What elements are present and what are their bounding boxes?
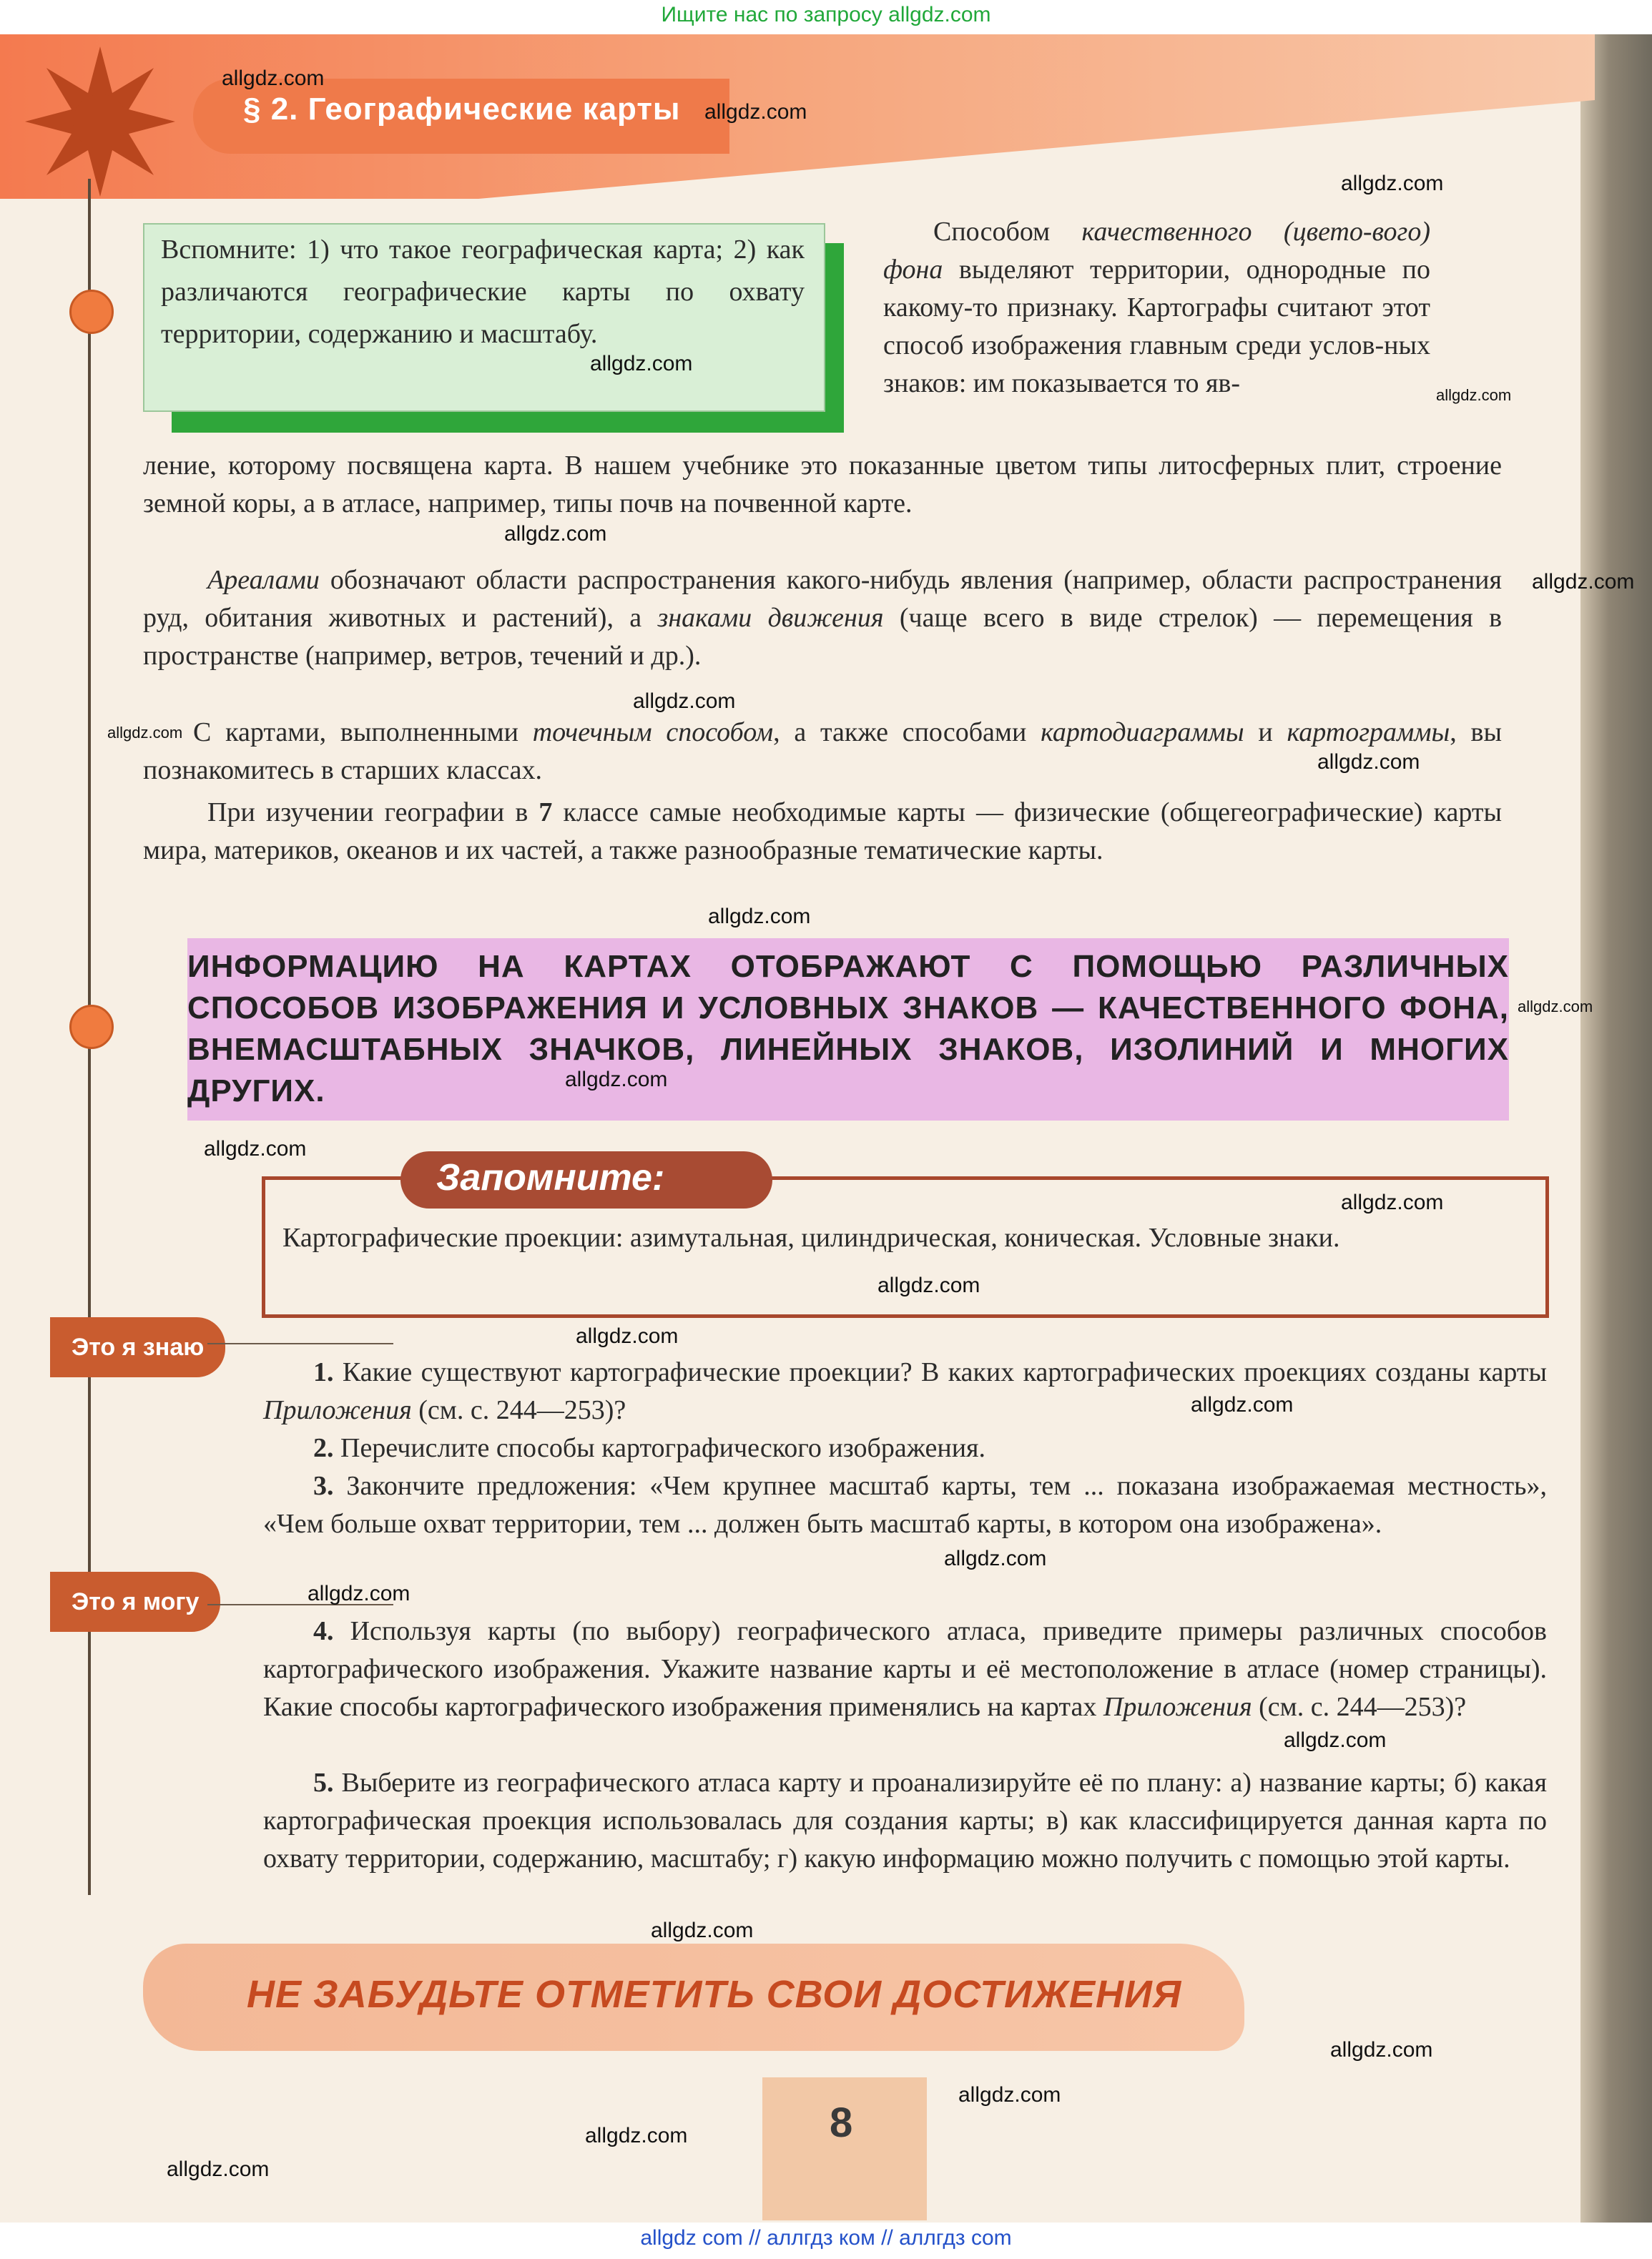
paragraph-dot-method: С картами, выполненными точечным способом, а также способами картодиаграммы и картограммы, вы познакомитесь в старших классах. [143, 717, 1503, 785]
watermark: allgdz.com [708, 905, 811, 928]
bottom-banner[interactable]: allgdz com // аллгдз ком // аллгдз сom [640, 2226, 1012, 2250]
watermark: allgdz.com [204, 1137, 307, 1161]
timeline-dot [69, 1005, 114, 1049]
book-spine-edge [1580, 34, 1652, 2223]
watermark: allgdz.com [565, 1068, 668, 1091]
watermark: allgdz.com [504, 522, 607, 546]
watermark: allgdz.com [167, 2157, 270, 2181]
watermark: allgdz.com [576, 1324, 679, 1348]
watermark: allgdz.com [222, 67, 325, 90]
watermark: allgdz.com [1341, 172, 1444, 195]
sun-icon [21, 43, 179, 200]
question-3: 3. Закончите предложения: «Чем крупнее масштаб карты, тем ... показана изображаемая местность», «Чем больше охват территории, тем ... должен быть масштаб карты, в котором она изображена». [263, 1471, 1547, 1539]
watermark: allgdz.com [958, 2083, 1061, 2107]
remember-text: Картографические проекции: азимутальная, цилиндрическая, коническая. Условные знаки. [282, 1223, 1340, 1253]
timeline-dot [69, 290, 114, 334]
watermark: allgdz.com [651, 1919, 754, 1942]
section-title: § 2. Географические карты [243, 92, 681, 127]
question-1: 1. Какие существуют картографические проекции? В каких картографических проекциях созданы карты Приложения (см. с. 244—253)? [263, 1357, 1547, 1425]
question-2: 2. Перечислите способы картографического изображения. [313, 1433, 986, 1463]
key-fact-text: ИНФОРМАЦИЮ НА КАРТАХ ОТОБРАЖАЮТ С ПОМОЩЬЮ РАЗЛИЧНЫХ СПОСОБОВ ИЗОБРАЖЕНИЯ И УСЛОВНЫХ ЗНАКОВ — КАЧЕСТВЕННОГО ФОНА, ВНЕМАСШТАБНЫХ ЗНАЧКОВ, ЛИНЕЙНЫХ ЗНАКОВ, ИЗОЛИНИЙ И МНОГИХ ДРУГИХ. [187, 949, 1509, 1108]
watermark: allgdz.com [633, 689, 736, 713]
watermark: allgdz.com [1284, 1728, 1387, 1752]
remember-title: Запомните: [436, 1157, 665, 1199]
tag-rule [207, 1343, 393, 1344]
recall-text: Вспомните: 1) что такое географическая карта; 2) как различаются географические карты по охвату территории, содержанию и масштабу. [161, 235, 805, 349]
watermark: allgdz.com [1341, 1191, 1444, 1214]
paragraph-areas: Ареалами обозначают области распространения какого-нибудь явления (например, области распространения руд, обитания животных и растений), а знаками движения (чаще всего в виде стрелок) — перемещения в пространстве (например, ветров, течений и др.). [143, 565, 1503, 671]
page-number: 8 [830, 2100, 853, 2146]
watermark: allgdz.com [585, 2124, 688, 2147]
paragraph-grade7: При изучении географии в 7 классе самые необходимые карты — физические (общегеографические) карты мира, материков, океанов и их частей, а также разнообразные тематические карты. [143, 797, 1502, 865]
top-banner[interactable]: Ищите нас по запросу allgdz.com [661, 3, 991, 26]
watermark: allgdz.com [107, 724, 183, 742]
tag-i-can: Это я могу [50, 1572, 220, 1632]
watermark: allgdz.com [1317, 750, 1420, 774]
paragraph-qualitative-background: Способом качественного (цвето-вого) фона выделяют территории, однородные по какому-то признаку. Картографы считают этот способ изображения главным среди услов-ных знаков: им показывается то яв- [883, 217, 1431, 398]
watermark: allgdz.com [308, 1582, 410, 1605]
reminder-text: НЕ ЗАБУДЬТЕ ОТМЕТИТЬ СВОИ ДОСТИЖЕНИЯ [247, 1973, 1182, 2016]
tag-i-know: Это я знаю [50, 1317, 225, 1377]
watermark: allgdz.com [590, 352, 693, 375]
watermark: allgdz.com [1191, 1393, 1294, 1417]
watermark: allgdz.com [704, 100, 807, 124]
watermark: allgdz.com [1532, 570, 1635, 594]
watermark: allgdz.com [944, 1547, 1047, 1570]
watermark: allgdz.com [1518, 998, 1593, 1015]
watermark: allgdz.com [877, 1274, 980, 1297]
paragraph-continuation: ление, которому посвящена карта. В нашем учебнике это показанные цветом типы литосферных плит, строение земной коры, а в атласе, например, типы почв на почвенной карте. [143, 451, 1502, 518]
watermark: allgdz.com [1436, 386, 1512, 404]
question-4: 4. Используя карты (по выбору) географического атласа, приведите примеры различных способов картографического изображения. Укажите название карты и её местоположение в атласе (номер страницы). Какие способы картографического изображения применялись на картах Приложения (см. с. 244—253)? [263, 1616, 1547, 1722]
watermark: allgdz.com [1330, 2038, 1433, 2062]
question-5: 5. Выберите из географического атласа карту и проанализируйте её по плану: а) название карты; б) какая картографическая проекция использовалась для создания карты; в) как классифицируется данная карта по охвату территории, содержанию, масштабу; г) какую информацию можно получить с помощью этой карты. [263, 1768, 1547, 1874]
